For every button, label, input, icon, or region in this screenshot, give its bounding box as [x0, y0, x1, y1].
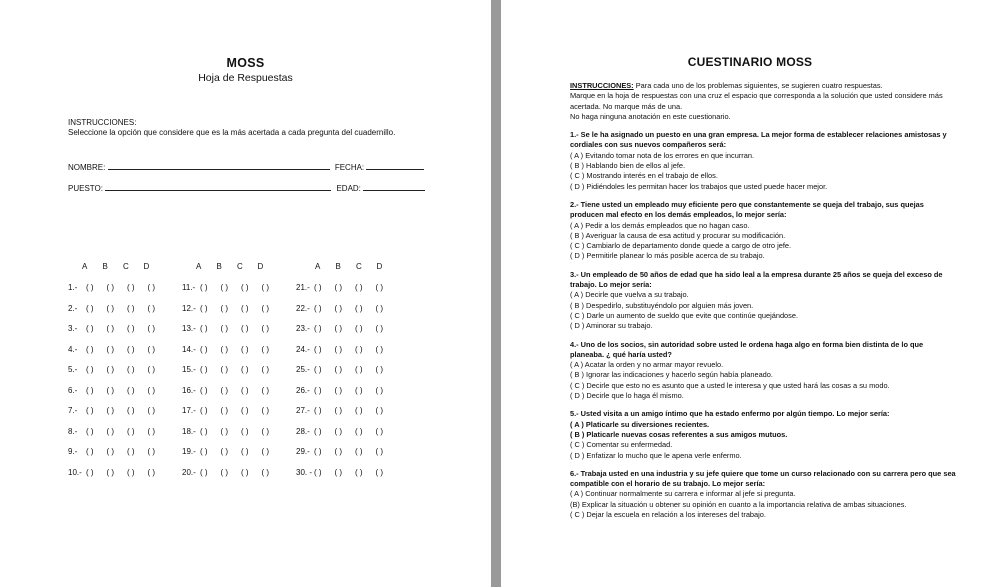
answer-checkbox[interactable]: ( ) [355, 385, 363, 395]
answer-option: (B) Explicar la situación u obtener su opinión en cuanto a la importancia relativa de ambas situaciones. [570, 499, 907, 509]
answer-checkbox[interactable]: ( ) [261, 447, 270, 456]
answer-checkbox[interactable]: ( ) [106, 447, 115, 456]
question-text: 2.- Tiene usted un empleado muy eficiente pero que constantemente se queja del trabajo, sus quejas producen mal efecto en los demás empleados, lo mejor sería: [570, 199, 924, 220]
column-letter: B [335, 262, 341, 271]
answer-row [182, 468, 282, 477]
instructions-line-1: Para cada uno de los problemas siguientes, se sugieren cuatro respuestas. [633, 81, 883, 90]
answer-checkbox[interactable]: ( ) [241, 426, 249, 436]
answer-option: ( A ) Continuar normalmente su carrera e informar al jefe si pregunta. [570, 489, 796, 499]
answer-row [182, 283, 282, 292]
fecha-label: FECHA: [334, 163, 365, 172]
answer-number: 21.- [296, 283, 310, 292]
question-text: 4.- Uno de los socios, sin autoridad sobre usted le ordena haga algo en forma bien distinta de lo que planeaba. ¿ qué haría usted? [570, 339, 924, 359]
answer-checkbox[interactable]: ( ) [147, 344, 156, 354]
answer-checkbox[interactable]: ( ) [220, 385, 229, 395]
question-block [570, 130, 958, 192]
answer-checkbox[interactable]: ( ) [200, 283, 208, 292]
answer-checkbox[interactable]: ( ) [334, 283, 343, 292]
instructions-text: Seleccione la opción que considere que es la más acertada a cada pregunta del cuadernillo. [68, 128, 396, 137]
questionnaire-instructions [570, 81, 958, 91]
answer-checkbox[interactable]: ( ) [86, 365, 94, 374]
answer-checkbox[interactable]: ( ) [106, 324, 115, 333]
answer-checkbox[interactable]: ( ) [355, 303, 363, 313]
answer-checkbox[interactable]: ( ) [355, 426, 363, 436]
answer-checkbox[interactable]: ( ) [200, 406, 208, 415]
answer-checkbox[interactable]: ( ) [86, 406, 94, 415]
answer-number: 20.- [182, 467, 196, 477]
answer-row [182, 386, 282, 395]
column-letter: B [102, 262, 108, 271]
answer-checkbox[interactable]: ( ) [375, 344, 384, 354]
answer-sheet-page [0, 0, 491, 587]
answer-option: ( C ) Darle un aumento de sueldo que evite que continúe quejándose. [570, 310, 799, 320]
answer-checkbox[interactable]: ( ) [375, 324, 384, 333]
answer-checkbox[interactable]: ( ) [314, 447, 322, 456]
instructions-line-3: No haga ninguna anotación en este cuestionario. [570, 111, 731, 121]
nombre-fecha-line [68, 160, 424, 172]
answer-checkbox[interactable]: ( ) [375, 303, 384, 313]
answer-checkbox[interactable]: ( ) [86, 303, 94, 313]
questionnaire-title: CUESTINARIO MOSS [687, 55, 813, 69]
answer-row [182, 324, 282, 333]
answer-checkbox[interactable]: ( ) [241, 344, 249, 354]
answer-checkbox[interactable]: ( ) [241, 365, 249, 374]
answer-checkbox[interactable]: ( ) [261, 283, 270, 292]
answer-row [296, 345, 396, 354]
answer-checkbox[interactable]: ( ) [86, 283, 94, 292]
answer-number: 2.- [68, 303, 78, 313]
answer-checkbox[interactable]: ( ) [147, 426, 156, 436]
answer-checkbox[interactable]: ( ) [86, 385, 94, 395]
answer-checkbox[interactable]: ( ) [147, 447, 156, 456]
answer-checkbox[interactable]: ( ) [86, 324, 94, 333]
column-letters [315, 262, 397, 271]
answer-row [182, 427, 282, 436]
question-text: 6.- Trabaja usted en una industria y su jefe quiere que tome un curso relacionado con su carrera pero que sea compatible con el horario de su trabajo. Lo mejor sería: [570, 468, 956, 489]
answer-row [182, 406, 282, 415]
answer-checkbox[interactable]: ( ) [261, 365, 270, 374]
answer-number: 16.- [182, 385, 196, 395]
answer-checkbox[interactable]: ( ) [314, 303, 322, 313]
answer-option: ( B ) Ignorar las indicaciones y hacerlo según había planeado. [570, 370, 773, 380]
answer-checkbox[interactable]: ( ) [127, 406, 135, 415]
question-block [570, 340, 958, 402]
answer-row [296, 406, 396, 415]
answer-checkbox[interactable]: ( ) [106, 406, 115, 415]
answer-number: 23.- [296, 324, 310, 333]
questionnaire-page [501, 0, 999, 587]
column-letter: D [143, 262, 150, 271]
answer-number: 6.- [68, 385, 78, 395]
answer-row [68, 447, 168, 456]
answer-checkbox[interactable]: ( ) [200, 324, 208, 333]
instructions-heading: INSTRUCCIONES: [68, 118, 137, 127]
answer-checkbox[interactable]: ( ) [220, 447, 229, 456]
answer-option: ( D ) Pidiéndoles les permitan hacer los trabajos que usted puede hacer mejor. [570, 181, 828, 191]
answer-checkbox[interactable]: ( ) [200, 303, 208, 313]
column-letter: A [315, 262, 321, 271]
answer-row [296, 386, 396, 395]
answer-checkbox[interactable]: ( ) [355, 447, 363, 456]
answer-checkbox[interactable]: ( ) [261, 385, 270, 395]
answer-option: ( B ) Hablando bien de ellos al jefe. [570, 161, 686, 171]
instructions-line-2: Marque en la hoja de respuestas con una cruz el espacio que corresponda a la solución que usted considere más acertada. No marque más de una. [570, 91, 943, 111]
column-letters [82, 262, 164, 271]
answer-number: 15.- [182, 365, 196, 374]
answer-sheet-title: MOSS [226, 56, 265, 70]
answer-checkbox[interactable]: ( ) [200, 365, 208, 374]
answer-number: 13.- [182, 324, 196, 333]
answer-number: 8.- [68, 426, 78, 436]
answer-checkbox[interactable]: ( ) [106, 385, 115, 395]
question-block [570, 469, 958, 520]
answer-number: 7.- [68, 406, 78, 415]
answer-checkbox[interactable]: ( ) [220, 365, 229, 374]
answer-checkbox[interactable]: ( ) [147, 365, 156, 374]
answer-option: ( A ) Pedir a los demás empleados que no hagan caso. [570, 220, 750, 230]
edad-blank[interactable] [363, 181, 425, 191]
answer-checkbox[interactable]: ( ) [375, 406, 384, 415]
answer-option: ( D ) Enfatizar lo mucho que le apena verle enfermo. [570, 450, 742, 460]
answer-checkbox[interactable]: ( ) [314, 283, 322, 292]
answer-row [296, 365, 396, 374]
column-letter: A [196, 262, 202, 271]
answer-checkbox[interactable]: ( ) [241, 447, 249, 456]
answer-checkbox[interactable]: ( ) [261, 324, 270, 333]
answer-option: ( A ) Platicarle su diversiones recientes. [570, 419, 710, 429]
answer-checkbox[interactable]: ( ) [127, 365, 135, 374]
answer-row [182, 447, 282, 456]
answer-checkbox[interactable]: ( ) [314, 344, 322, 354]
answer-row [68, 324, 168, 333]
answer-checkbox[interactable]: ( ) [86, 426, 94, 436]
puesto-edad-line [68, 181, 425, 193]
answer-checkbox[interactable]: ( ) [147, 406, 156, 415]
answer-option: ( A ) Evitando tomar nota de los errores en que incurran. [570, 150, 755, 160]
answer-checkbox[interactable]: ( ) [355, 344, 363, 354]
answer-checkbox[interactable]: ( ) [220, 324, 229, 333]
answer-sheet-subtitle: Hoja de Respuestas [198, 72, 293, 84]
answer-checkbox[interactable]: ( ) [314, 385, 322, 395]
nombre-blank[interactable] [108, 160, 330, 170]
column-letter: A [82, 262, 88, 271]
answer-option: ( D ) Decirle que lo haga él mismo. [570, 391, 684, 401]
answer-number: 3.- [68, 324, 78, 333]
answer-number: 28.- [296, 426, 310, 436]
answer-option: ( C ) Cambiarlo de departamento donde quede a cargo de otro jefe. [570, 241, 792, 251]
answer-checkbox[interactable]: ( ) [241, 283, 249, 292]
column-letter: C [123, 262, 129, 271]
column-letter: D [257, 262, 264, 271]
answer-number: 22.- [296, 303, 310, 313]
answer-option: ( D ) Aminorar su trabajo. [570, 321, 653, 331]
answer-checkbox[interactable]: ( ) [220, 283, 229, 292]
answer-checkbox[interactable]: ( ) [375, 447, 384, 456]
answer-checkbox[interactable]: ( ) [355, 406, 363, 415]
answer-checkbox[interactable]: ( ) [127, 283, 135, 292]
column-letter: C [356, 262, 362, 271]
answer-number: 10.- [68, 467, 82, 477]
answer-row [68, 365, 168, 374]
answer-row [296, 283, 396, 292]
answer-option: ( B ) Despedirlo, substituyéndolo por alguien más joven. [570, 300, 754, 310]
answer-checkbox[interactable]: ( ) [334, 467, 343, 477]
answer-row [68, 427, 168, 436]
question-text: 5.- Usted visita a un amigo íntimo que ha estado enfermo por algún tiempo. Lo mejor sería: [570, 409, 890, 419]
answer-number: 24.- [296, 344, 310, 354]
answer-row [296, 447, 396, 456]
puesto-label: PUESTO: [68, 184, 103, 193]
answer-checkbox[interactable]: ( ) [314, 406, 322, 415]
answer-number: 11.- [182, 283, 196, 292]
answer-checkbox[interactable]: ( ) [200, 344, 208, 354]
answer-checkbox[interactable]: ( ) [127, 385, 135, 395]
answer-number: 9.- [68, 447, 78, 456]
answer-checkbox[interactable]: ( ) [106, 365, 115, 374]
answer-row [182, 304, 282, 313]
answer-checkbox[interactable]: ( ) [106, 303, 115, 313]
answer-number: 30. - [296, 467, 313, 477]
answer-checkbox[interactable]: ( ) [334, 365, 343, 374]
answer-checkbox[interactable]: ( ) [220, 467, 229, 477]
answer-checkbox[interactable]: ( ) [334, 344, 343, 354]
answer-number: 25.- [296, 365, 310, 374]
answer-checkbox[interactable]: ( ) [147, 283, 156, 292]
answer-checkbox[interactable]: ( ) [261, 344, 270, 354]
answer-row [68, 304, 168, 313]
answer-checkbox[interactable]: ( ) [127, 344, 135, 354]
question-block [570, 270, 958, 332]
answer-checkbox[interactable]: ( ) [147, 324, 156, 333]
answer-row [68, 386, 168, 395]
question-text: 1.- Se le ha asignado un puesto en una gran empresa. La mejor forma de establecer relaciones amistosas y cordiales con sus nuevos compañeros será: [570, 130, 947, 150]
answer-row [68, 345, 168, 354]
answer-checkbox[interactable]: ( ) [220, 426, 229, 436]
answer-checkbox[interactable]: ( ) [127, 426, 135, 436]
answer-checkbox[interactable]: ( ) [334, 324, 343, 333]
answer-row [296, 304, 396, 313]
answer-option: ( C ) Decirle que esto no es asunto que a usted le interesa y que usted hará las cosas a su modo. [570, 380, 890, 390]
nombre-label: NOMBRE: [68, 163, 106, 172]
answer-number: 18.- [182, 426, 196, 436]
fecha-blank[interactable] [366, 160, 424, 170]
answer-option: ( D ) Permitirle planear lo más posible acerca de su trabajo. [570, 251, 765, 261]
answer-row [68, 283, 168, 292]
answer-option: ( C ) Comentar su enfermedad. [570, 440, 673, 450]
answer-checkbox[interactable]: ( ) [314, 324, 322, 333]
answer-checkbox[interactable]: ( ) [334, 406, 343, 415]
answer-checkbox[interactable]: ( ) [127, 324, 135, 333]
answer-number: 26.- [296, 385, 310, 395]
answer-number: 17.- [182, 406, 196, 415]
question-block [570, 409, 958, 460]
answer-checkbox[interactable]: ( ) [241, 406, 249, 415]
answer-checkbox[interactable]: ( ) [314, 365, 322, 374]
answer-checkbox[interactable]: ( ) [241, 324, 249, 333]
answer-row [182, 345, 282, 354]
answer-option: ( C ) Dejar la escuela en relación a los intereses del trabajo. [570, 509, 766, 519]
answer-checkbox[interactable]: ( ) [106, 467, 115, 477]
answer-checkbox[interactable]: ( ) [355, 283, 363, 292]
answer-number: 5.- [68, 365, 78, 374]
edad-label: EDAD: [336, 184, 361, 193]
answer-row [68, 406, 168, 415]
answer-row [68, 468, 168, 477]
answer-checkbox[interactable]: ( ) [86, 467, 94, 477]
answer-number: 14.- [182, 344, 196, 354]
answer-option: ( A ) Decirle que vuelva a su trabajo. [570, 290, 689, 300]
answer-checkbox[interactable]: ( ) [220, 303, 229, 313]
puesto-blank[interactable] [105, 181, 331, 191]
question-text: 3.- Un empleado de 50 años de edad que ha sido leal a la empresa durante 25 años se queja del exceso de trabajo. Lo mejor sería: [570, 269, 943, 290]
answer-checkbox[interactable]: ( ) [241, 385, 249, 395]
column-letter: B [216, 262, 222, 271]
answer-checkbox[interactable]: ( ) [334, 385, 343, 395]
answer-checkbox[interactable]: ( ) [334, 426, 343, 436]
answer-option: ( A ) Acatar la orden y no armar mayor revuelo. [570, 360, 724, 370]
answer-number: 27.- [296, 406, 310, 415]
answer-checkbox[interactable]: ( ) [355, 324, 363, 333]
answer-option: ( C ) Mostrando interés en el trabajo de ellos. [570, 171, 718, 181]
answer-checkbox[interactable]: ( ) [355, 365, 363, 374]
answer-option: ( B ) Platicarle nuevas cosas referentes a sus amigos mutuos. [570, 429, 788, 439]
answer-row [296, 324, 396, 333]
answer-checkbox[interactable]: ( ) [375, 426, 384, 436]
answer-number: 19.- [182, 447, 196, 456]
instructions-label: INSTRUCCIONES: [570, 81, 634, 90]
column-letters [196, 262, 278, 271]
answer-checkbox[interactable]: ( ) [147, 303, 156, 313]
answer-row [182, 365, 282, 374]
answer-checkbox[interactable]: ( ) [355, 467, 363, 477]
answer-number: 12.- [182, 303, 196, 313]
answer-checkbox[interactable]: ( ) [314, 467, 322, 477]
questionnaire-body [570, 81, 958, 520]
column-letter: D [376, 262, 383, 271]
answer-checkbox[interactable]: ( ) [200, 385, 208, 395]
answer-checkbox[interactable]: ( ) [127, 303, 135, 313]
answer-checkbox[interactable]: ( ) [314, 426, 322, 436]
answer-checkbox[interactable]: ( ) [127, 447, 135, 456]
answer-number: 4.- [68, 344, 78, 354]
answer-checkbox[interactable]: ( ) [200, 447, 208, 456]
answer-option: ( B ) Averiguar la causa de esa actitud y procurar su modificación. [570, 230, 786, 240]
answer-checkbox[interactable]: ( ) [86, 344, 94, 354]
answer-number: 29.- [296, 447, 310, 456]
answer-checkbox[interactable]: ( ) [220, 406, 229, 415]
answer-number: 1.- [68, 283, 78, 292]
answer-row [296, 427, 396, 436]
answer-checkbox[interactable]: ( ) [200, 426, 208, 436]
answer-checkbox[interactable]: ( ) [220, 344, 229, 354]
answer-checkbox[interactable]: ( ) [375, 467, 384, 477]
answer-checkbox[interactable]: ( ) [375, 283, 384, 292]
answer-checkbox[interactable]: ( ) [147, 467, 156, 477]
answer-checkbox[interactable]: ( ) [261, 406, 270, 415]
answer-checkbox[interactable]: ( ) [334, 303, 343, 313]
answer-checkbox[interactable]: ( ) [334, 447, 343, 456]
answer-checkbox[interactable]: ( ) [375, 365, 384, 374]
answer-checkbox[interactable]: ( ) [241, 303, 249, 313]
answer-row [296, 468, 396, 477]
answer-checkbox[interactable]: ( ) [106, 426, 115, 436]
answer-checkbox[interactable]: ( ) [106, 344, 115, 354]
answer-checkbox[interactable]: ( ) [241, 467, 249, 477]
answer-checkbox[interactable]: ( ) [86, 447, 94, 456]
answer-checkbox[interactable]: ( ) [261, 426, 270, 436]
answer-checkbox[interactable]: ( ) [127, 467, 135, 477]
answer-checkbox[interactable]: ( ) [106, 283, 115, 292]
answer-checkbox[interactable]: ( ) [261, 467, 270, 477]
answer-checkbox[interactable]: ( ) [147, 385, 156, 395]
question-list [570, 130, 958, 520]
question-block [570, 200, 958, 262]
answer-checkbox[interactable]: ( ) [375, 385, 384, 395]
answer-checkbox[interactable]: ( ) [261, 303, 270, 313]
column-letter: C [237, 262, 243, 271]
answer-checkbox[interactable]: ( ) [200, 467, 208, 477]
